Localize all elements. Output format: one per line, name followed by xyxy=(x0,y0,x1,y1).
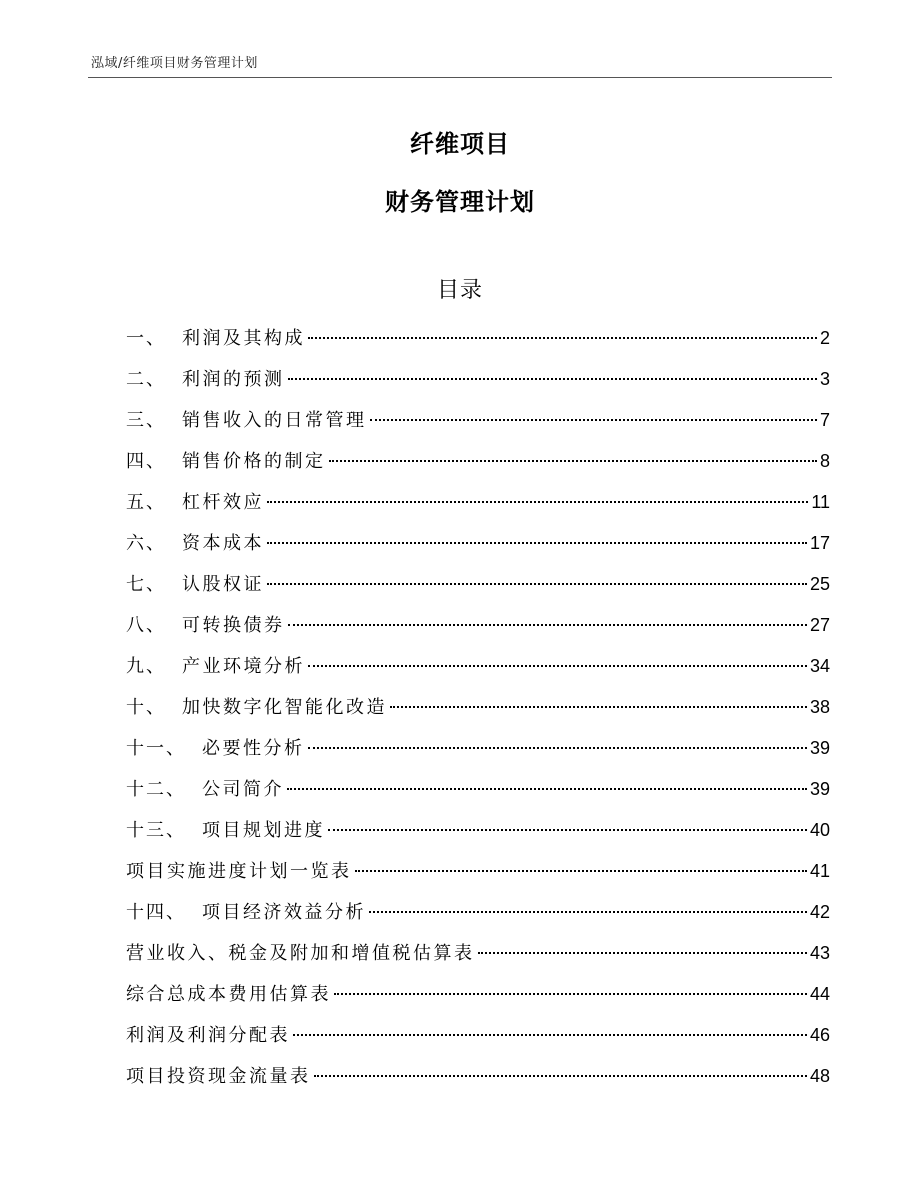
toc-entry[interactable] xyxy=(126,771,830,812)
toc-entry[interactable] xyxy=(126,730,830,771)
toc-entry-page-number: 41 xyxy=(809,861,830,881)
toc-entry-label: 项目投资现金流量表 xyxy=(126,1066,311,1087)
toc-entry[interactable] xyxy=(126,648,830,689)
toc-entry[interactable] xyxy=(126,976,830,1017)
toc-entry-number: 十一、 xyxy=(126,738,186,759)
toc-dot-leader xyxy=(370,419,817,421)
toc-entry-page-number: 39 xyxy=(809,779,830,799)
document-title-line1: 纤维项目 xyxy=(410,130,510,158)
toc-entry[interactable] xyxy=(126,853,830,894)
toc-entry-label: 销售收入的日常管理 xyxy=(182,410,367,431)
toc-entry-page-number: 7 xyxy=(819,410,830,430)
toc-dot-leader xyxy=(355,870,807,872)
toc-dot-leader xyxy=(308,337,817,339)
toc-dot-leader xyxy=(288,624,807,626)
toc-dot-leader xyxy=(293,1034,807,1036)
toc-entry-number: 九、 xyxy=(126,656,166,677)
toc-entry-number: 十三、 xyxy=(126,820,186,841)
toc-dot-leader xyxy=(308,747,807,749)
toc-dot-leader xyxy=(334,993,807,995)
toc-entry[interactable] xyxy=(126,525,830,566)
toc-entry-page-number: 8 xyxy=(819,451,830,471)
table-of-contents xyxy=(126,320,830,1099)
toc-entry-page-number: 43 xyxy=(809,943,830,963)
toc-entry-page-number: 2 xyxy=(819,328,830,348)
toc-entry-page-number: 44 xyxy=(809,984,830,1004)
toc-entry-page-number: 27 xyxy=(809,615,830,635)
toc-entry-label: 资本成本 xyxy=(182,533,264,554)
toc-entry[interactable] xyxy=(126,402,830,443)
toc-entry[interactable] xyxy=(126,812,830,853)
toc-entry-page-number: 48 xyxy=(809,1066,830,1086)
toc-entry-label: 营业收入、税金及附加和增值税估算表 xyxy=(126,943,475,964)
toc-entry-label: 加快数字化智能化改造 xyxy=(182,697,387,718)
toc-heading: 目录 xyxy=(436,278,483,303)
toc-entry-label: 项目经济效益分析 xyxy=(202,902,366,923)
toc-dot-leader xyxy=(328,829,807,831)
toc-entry-number: 六、 xyxy=(126,533,166,554)
toc-entry-number: 一、 xyxy=(126,328,166,349)
toc-entry[interactable] xyxy=(126,1058,830,1099)
toc-entry[interactable] xyxy=(126,443,830,484)
toc-entry-number: 二、 xyxy=(126,369,166,390)
toc-entry-page-number: 11 xyxy=(811,492,830,512)
toc-dot-leader xyxy=(329,460,817,462)
toc-entry-number: 十四、 xyxy=(126,902,186,923)
toc-entry-number: 十二、 xyxy=(126,779,186,800)
toc-entry-number: 三、 xyxy=(126,410,166,431)
toc-dot-leader xyxy=(267,542,807,544)
toc-entry-label: 利润及利润分配表 xyxy=(126,1025,290,1046)
toc-entry-number: 五、 xyxy=(126,492,166,513)
toc-entry-label: 认股权证 xyxy=(182,574,264,595)
toc-dot-leader xyxy=(478,952,807,954)
toc-entry-label: 利润的预测 xyxy=(182,369,285,390)
toc-entry-page-number: 3 xyxy=(819,369,830,389)
toc-entry-number: 十、 xyxy=(126,697,166,718)
toc-dot-leader xyxy=(267,501,808,503)
document-title-line2: 财务管理计划 xyxy=(385,188,535,216)
toc-entry-label: 项目实施进度计划一览表 xyxy=(126,861,352,882)
toc-entry[interactable] xyxy=(126,607,830,648)
header-divider xyxy=(88,77,832,78)
toc-entry[interactable] xyxy=(126,320,830,361)
toc-entry-page-number: 40 xyxy=(809,820,830,840)
toc-entry-page-number: 34 xyxy=(809,656,830,676)
toc-entry-page-number: 42 xyxy=(809,902,830,922)
toc-entry-label: 可转换债券 xyxy=(182,615,285,636)
toc-entry-label: 项目规划进度 xyxy=(202,820,325,841)
toc-entry-label: 公司简介 xyxy=(202,779,284,800)
toc-entry-label: 综合总成本费用估算表 xyxy=(126,984,331,1005)
toc-entry-label: 产业环境分析 xyxy=(182,656,305,677)
toc-entry-page-number: 39 xyxy=(809,738,830,758)
toc-dot-leader xyxy=(288,378,817,380)
toc-dot-leader xyxy=(287,788,807,790)
toc-entry-number: 八、 xyxy=(126,615,166,636)
toc-entry-label: 必要性分析 xyxy=(202,738,305,759)
toc-entry-number: 四、 xyxy=(126,451,166,472)
toc-dot-leader xyxy=(308,665,807,667)
toc-entry[interactable] xyxy=(126,689,830,730)
toc-entry-label: 利润及其构成 xyxy=(182,328,305,349)
toc-entry[interactable] xyxy=(126,484,830,525)
toc-entry[interactable] xyxy=(126,361,830,402)
toc-entry[interactable] xyxy=(126,935,830,976)
toc-dot-leader xyxy=(267,583,807,585)
toc-entry-number: 七、 xyxy=(126,574,166,595)
toc-dot-leader xyxy=(369,911,807,913)
toc-entry-label: 销售价格的制定 xyxy=(182,451,326,472)
toc-entry[interactable] xyxy=(126,1017,830,1058)
toc-entry-page-number: 38 xyxy=(809,697,830,717)
running-header: 泓域/纤维项目财务管理计划 xyxy=(91,56,258,71)
toc-entry-label: 杠杆效应 xyxy=(182,492,264,513)
toc-entry-page-number: 25 xyxy=(809,574,830,594)
toc-entry[interactable] xyxy=(126,566,830,607)
toc-entry-page-number: 46 xyxy=(809,1025,830,1045)
toc-dot-leader xyxy=(390,706,807,708)
toc-dot-leader xyxy=(314,1075,807,1077)
toc-entry[interactable] xyxy=(126,894,830,935)
toc-entry-page-number: 17 xyxy=(809,533,830,553)
